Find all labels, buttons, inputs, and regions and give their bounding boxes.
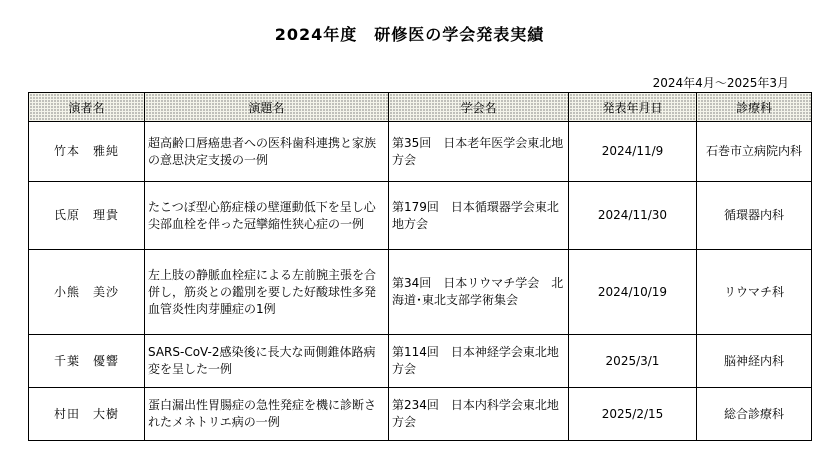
column-header-presenter: 演者名 bbox=[29, 93, 145, 122]
presenter-cell: 村田 大樹 bbox=[29, 388, 145, 441]
title-cell: 左上肢の静脈血栓症による左前腕主張を合併し，筋炎との鑑別を要した好酸球性多発血管炎性肉芽腫症の1例 bbox=[145, 250, 389, 335]
department-cell: 石巻市立病院内科 bbox=[697, 122, 812, 182]
society-cell: 第234回 日本内科学会東北地方会 bbox=[389, 388, 569, 441]
presentation-table bbox=[28, 92, 812, 441]
date-cell: 2024/11/9 bbox=[569, 122, 697, 182]
department-cell: リウマチ科 bbox=[697, 250, 812, 335]
society-cell: 第35回 日本老年医学会東北地方会 bbox=[389, 122, 569, 182]
society-cell: 第179回 日本循環器学会東北地方会 bbox=[389, 182, 569, 250]
presenter-cell: 千葉 優響 bbox=[29, 335, 145, 388]
presenter-cell: 竹本 雅純 bbox=[29, 122, 145, 182]
column-header-department: 診療科 bbox=[697, 93, 812, 122]
title-cell: たこつぼ型心筋症様の壁運動低下を呈し心尖部血栓を伴った冠攣縮性狭心症の一例 bbox=[145, 182, 389, 250]
column-header-title: 演題名 bbox=[145, 93, 389, 122]
presenter-cell: 小熊 美沙 bbox=[29, 250, 145, 335]
date-cell: 2024/11/30 bbox=[569, 182, 697, 250]
table-row bbox=[29, 122, 812, 182]
date-cell: 2025/3/1 bbox=[569, 335, 697, 388]
society-cell: 第34回 日本リウマチ学会 北海道･東北支部学術集会 bbox=[389, 250, 569, 335]
column-header-society: 学会名 bbox=[389, 93, 569, 122]
presenter-cell: 氏原 理貴 bbox=[29, 182, 145, 250]
department-cell: 総合診療科 bbox=[697, 388, 812, 441]
table-row bbox=[29, 335, 812, 388]
date-cell: 2025/2/15 bbox=[569, 388, 697, 441]
report-period: 2024年4月～2025年3月 bbox=[652, 76, 789, 90]
department-cell: 脳神経内科 bbox=[697, 335, 812, 388]
table-row bbox=[29, 182, 812, 250]
table-header-row bbox=[29, 93, 812, 122]
title-cell: 蛋白漏出性胃腸症の急性発症を機に診断されたメネトリエ病の一例 bbox=[145, 388, 389, 441]
title-cell: SARS-CoV-2感染後に長大な両側錐体路病変を呈した一例 bbox=[145, 335, 389, 388]
title-cell: 超高齢口唇癌患者への医科歯科連携と家族の意思決定支援の一例 bbox=[145, 122, 389, 182]
table-row bbox=[29, 250, 812, 335]
society-cell: 第114回 日本神経学会東北地方会 bbox=[389, 335, 569, 388]
department-cell: 循環器内科 bbox=[697, 182, 812, 250]
table-row bbox=[29, 388, 812, 441]
page-title: 2024年度 研修医の学会発表実績 bbox=[274, 25, 545, 44]
date-cell: 2024/10/19 bbox=[569, 250, 697, 335]
column-header-date: 発表年月日 bbox=[569, 93, 697, 122]
